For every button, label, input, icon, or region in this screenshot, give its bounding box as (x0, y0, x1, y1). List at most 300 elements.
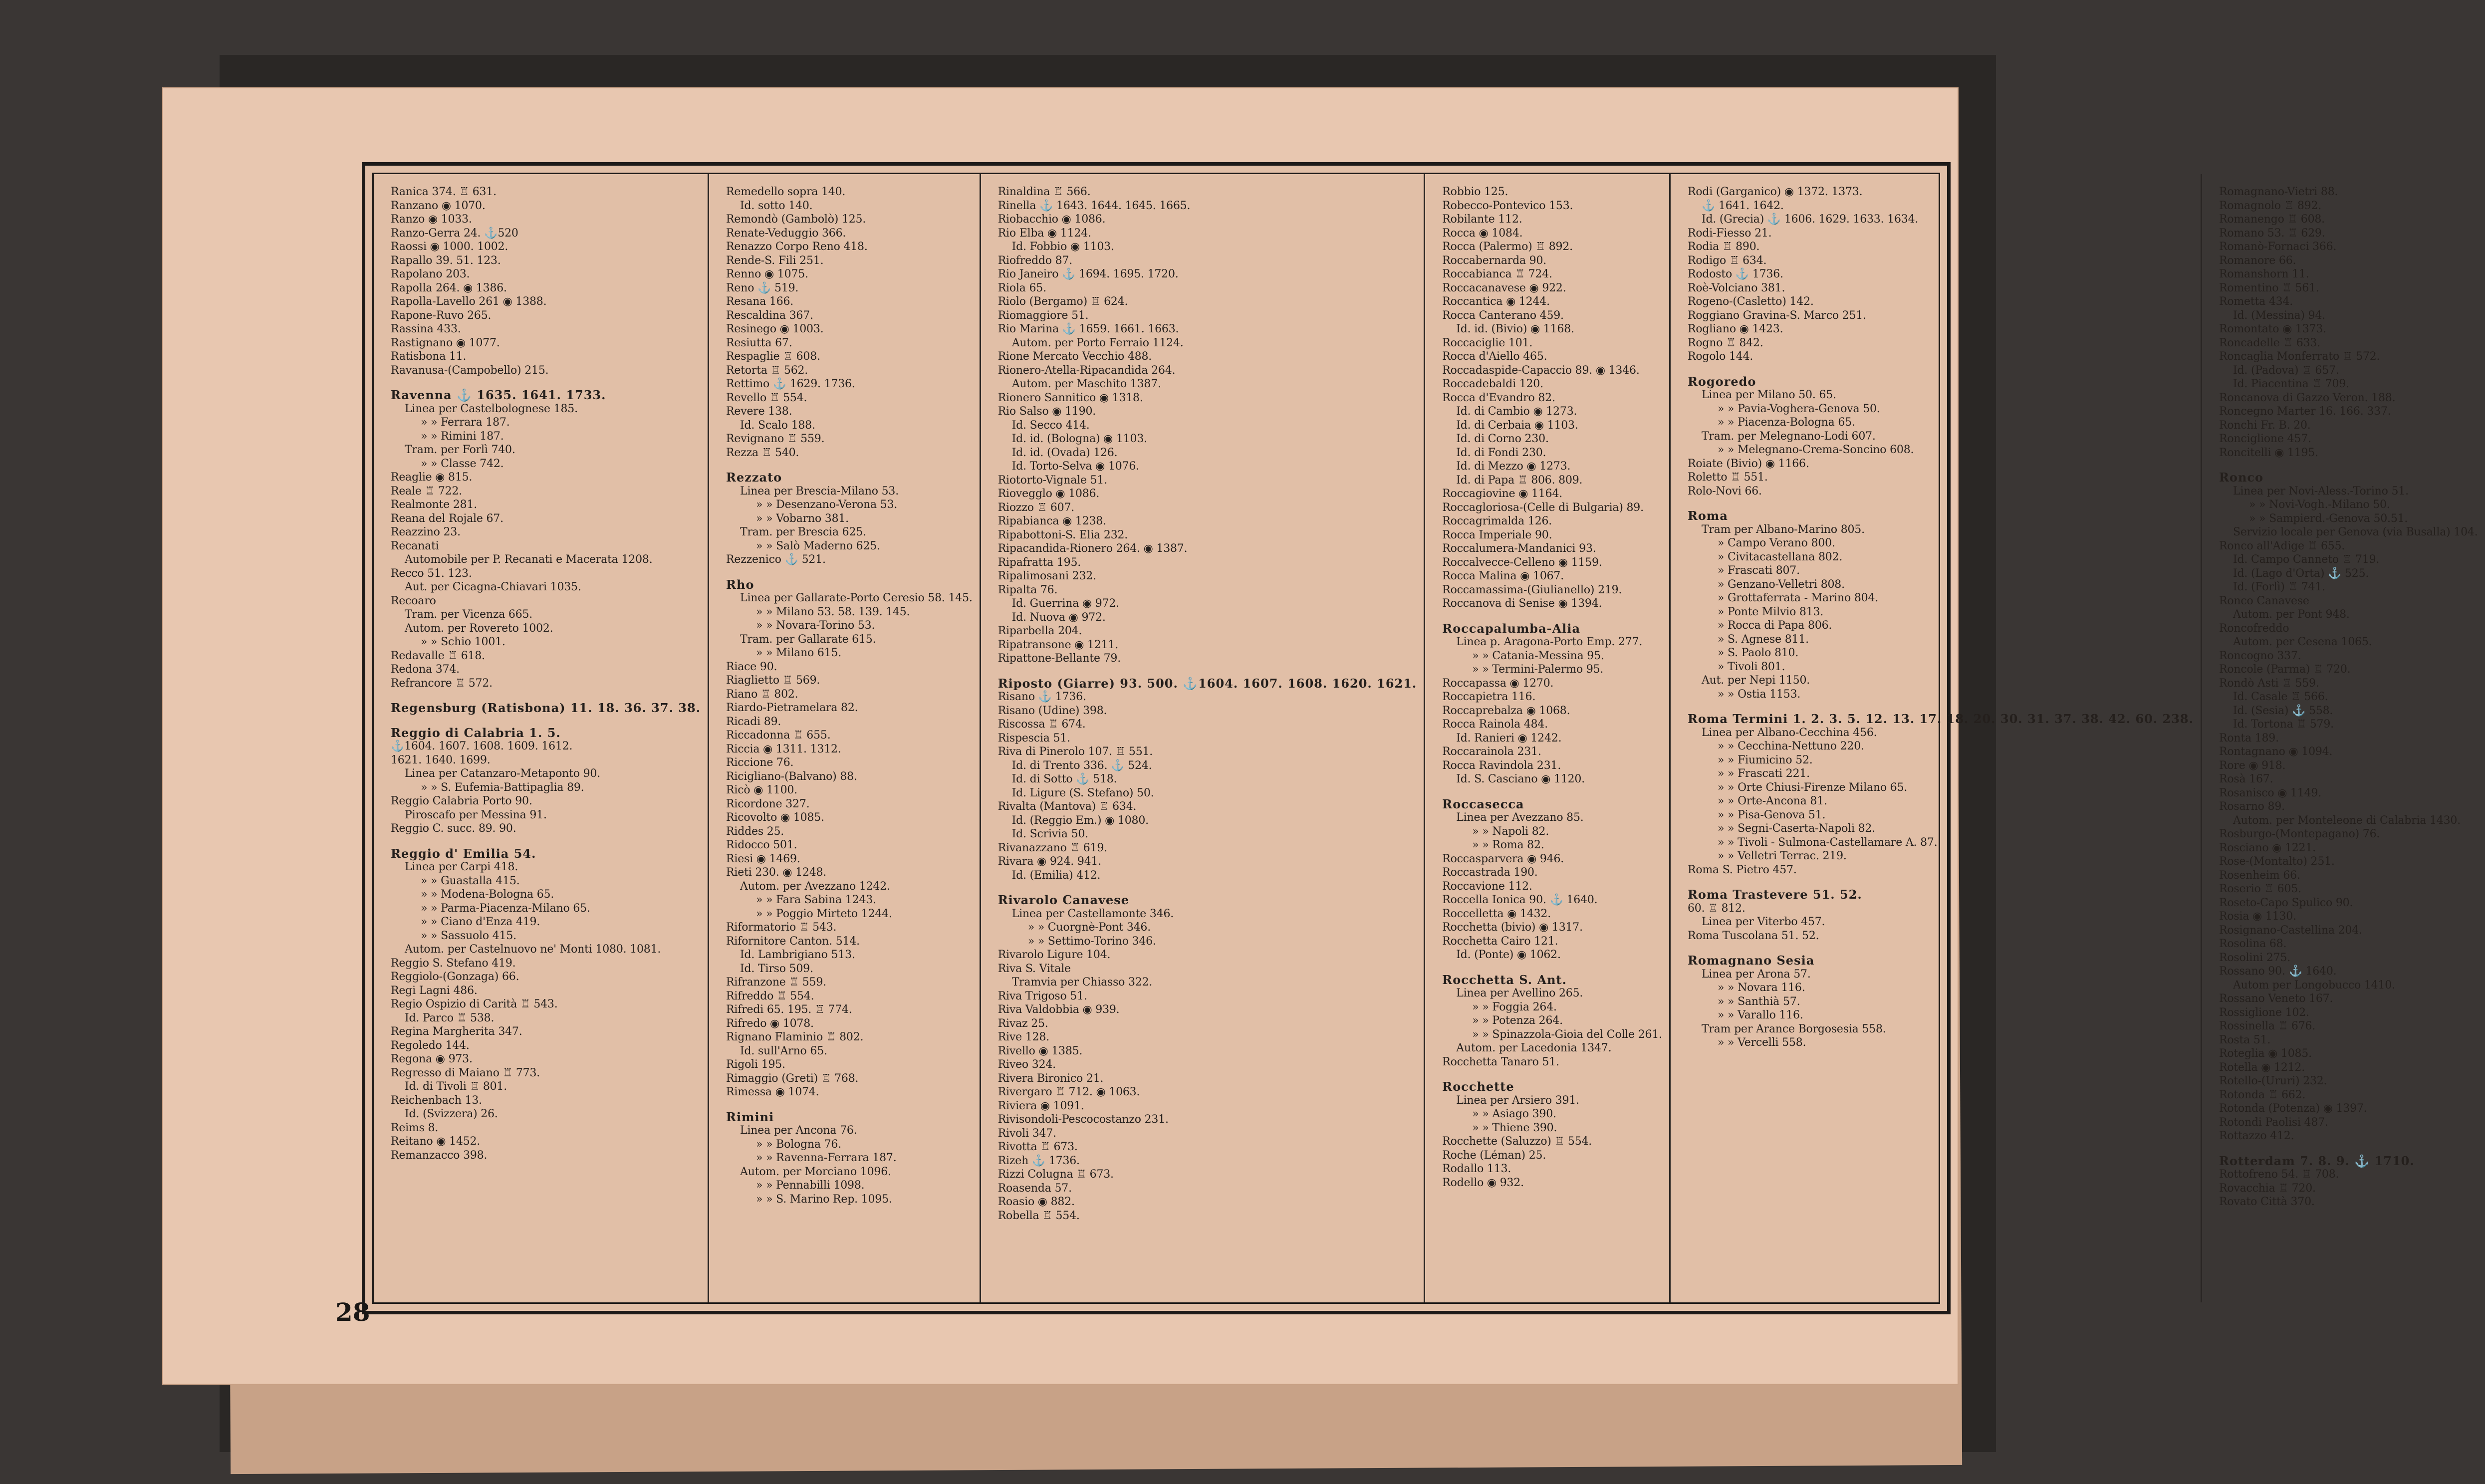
index-entry: Renazzo Corpo Reno 418. (726, 241, 868, 253)
index-entry: Riccadonna ♖ 655. (726, 729, 831, 742)
index-entry: Roncofreddo (2219, 622, 2289, 635)
index-entry: Roletto ♖ 551. (1687, 471, 1768, 484)
index-subentry: Id. Campo Canneto ♖ 719. (2233, 553, 2380, 566)
index-entry: Ricò ◉ 1100. (726, 784, 797, 796)
index-subentry: Autom per Longobucco 1410. (2233, 979, 2395, 991)
index-subentry: » » Velletri Terrac. 219. (1717, 850, 1847, 862)
index-entry: Rottazzo 412. (2219, 1130, 2294, 1142)
index-entry: Romentino ♖ 561. (2219, 281, 2319, 294)
index-entry: Ripalimosani 232. (997, 570, 1096, 582)
index-subentry: Id. Ligure (S. Stefano) 50. (1011, 786, 1154, 799)
index-entry: Roccapassa ◉ 1270. (1442, 677, 1554, 690)
index-entry: Roteglia ◉ 1085. (2219, 1047, 2312, 1060)
index-entry: Raossi ◉ 1000. 1002. (391, 241, 508, 253)
index-entry: Regina Margherita 347. (391, 1025, 522, 1038)
index-entry: Roserio ♖ 605. (2219, 883, 2301, 895)
index-subentry: » » Bologna 76. (756, 1138, 841, 1151)
column-2 (709, 174, 981, 1302)
index-entry: Ronco Canavese (2219, 594, 2309, 607)
index-entry: Rottofreno 54. ♖ 708. (2219, 1168, 2339, 1181)
index-subentry: » » Novara-Torino 53. (756, 619, 875, 632)
index-subentry: » » Ferrara 187. (421, 416, 510, 429)
index-entry: Roiate (Bivio) ◉ 1166. (1687, 457, 1809, 470)
index-entry: Regresso di Maiano ♖ 773. (391, 1066, 540, 1079)
index-entry: Resana 166. (726, 295, 794, 308)
index-entry: Romontato ◉ 1373. (2219, 323, 2326, 335)
section-heading: Rogoredo (1687, 374, 1756, 389)
index-subentry: Linea per Albano-Cecchina 456. (1701, 726, 1877, 739)
column-1 (374, 174, 709, 1302)
index-entry: Rocchetta (bivio) ◉ 1317. (1442, 921, 1583, 934)
index-entry: Roccastrada 190. (1442, 866, 1538, 879)
index-entry: Ranzano ◉ 1070. (391, 199, 486, 212)
index-subentry: Id. Secco 414. (1011, 419, 1090, 432)
index-frame (362, 162, 2478, 1314)
index-subentry: » » Orte Chiusi-Firenze Milano 65. (1717, 781, 1908, 794)
index-entry: Rosolina 68. (2219, 938, 2287, 950)
index-entry: Romanengo ♖ 608. (2219, 213, 2325, 226)
index-subentry: Tram. per Brescia 625. (740, 526, 866, 538)
index-subentry: Id. S. Casciano ◉ 1120. (1456, 773, 1585, 785)
index-subentry: Tram per Albano-Marino 805. (1701, 523, 1865, 536)
index-subentry: Id. di Cambio ◉ 1273. (1456, 405, 1577, 418)
page-number: 28 (335, 1297, 370, 1327)
index-subentry: Id. Torto-Selva ◉ 1076. (1011, 460, 1139, 473)
index-subentry: Linea per Viterbo 457. (1701, 916, 1825, 928)
index-entry: Rodallo 113. (1442, 1163, 1511, 1175)
index-entry: Rivara ◉ 924. 941. (997, 855, 1102, 868)
index-subentry: » » Novara 116. (1717, 982, 1805, 994)
index-entry: Rosarno 89. (2219, 800, 2285, 813)
index-entry: Ranzo-Gerra 24. ⚓520 (391, 227, 518, 240)
index-subentry: » Grottaferrata - Marino 804. (1717, 592, 1879, 604)
index-entry: Rispescia 51. (997, 732, 1070, 744)
index-subentry: Id. Fobbio ◉ 1103. (1011, 241, 1114, 253)
index-subentry: Automobile per P. Recanati e Macerata 1208. (405, 553, 653, 566)
section-heading: Roma (1687, 508, 1728, 523)
index-entry: Roncadelle ♖ 633. (2219, 336, 2320, 349)
index-entry: Riola 65. (997, 281, 1046, 294)
index-entry: Reaglie ◉ 815. (391, 471, 473, 484)
index-entry: Roè-Volciano 381. (1687, 281, 1785, 294)
index-entry: Rivergaro ♖ 712. ◉ 1063. (997, 1086, 1140, 1098)
index-entry: Roccella Ionica 90. ⚓ 1640. (1442, 894, 1598, 906)
index-entry: Rio Elba ◉ 1124. (997, 227, 1091, 240)
index-entry: Rosolini 275. (2219, 951, 2290, 964)
index-subentry: Linea per Arsiero 391. (1456, 1094, 1579, 1107)
index-subentry: Id. Tirso 509. (740, 962, 813, 975)
index-entry: Reims 8. (391, 1121, 439, 1134)
index-entry: ⚓1604. 1607. 1608. 1609. 1612. (391, 740, 573, 752)
index-entry: Regoledo 144. (391, 1039, 470, 1052)
index-entry: Recoaro (391, 594, 436, 607)
index-entry: Rizzi Colugna ♖ 673. (997, 1168, 1114, 1181)
index-entry: Roche (Léman) 25. (1442, 1149, 1546, 1162)
index-entry: Rogno ♖ 842. (1687, 336, 1763, 349)
index-subentry: Piroscafo per Messina 91. (405, 808, 547, 821)
section-heading: Rocchette (1442, 1079, 1514, 1094)
index-entry: Robecco-Pontevico 153. (1442, 199, 1573, 212)
index-subentry: » » Catania-Messina 95. (1472, 649, 1604, 662)
index-entry: Renno ◉ 1075. (726, 268, 808, 280)
index-subentry: Id. (Messina) 94. (2233, 309, 2325, 322)
index-entry: Riccia ◉ 1311. 1312. (726, 742, 841, 755)
index-entry: Rovacchia ♖ 720. (2219, 1182, 2316, 1195)
index-subentry: » » Fiumicino 52. (1717, 753, 1813, 766)
index-entry: Rifredo ◉ 1078. (726, 1017, 814, 1030)
index-entry: Roccacanavese ◉ 922. (1442, 281, 1566, 294)
index-entry: Ronco all'Adige ♖ 655. (2219, 539, 2345, 552)
index-entry: Roncaglia Monferrato ♖ 572. (2219, 350, 2380, 363)
index-subentry: Linea per Carpi 418. (405, 861, 518, 873)
index-entry: Rogliano ◉ 1423. (1687, 323, 1783, 335)
index-subentry: » Campo Verano 800. (1717, 537, 1835, 549)
index-entry: Rescaldina 367. (726, 309, 813, 322)
index-entry: Resinego ◉ 1003. (726, 323, 824, 335)
section-heading: Roccasecca (1442, 796, 1524, 811)
index-entry: Roccasparvera ◉ 946. (1442, 852, 1564, 865)
index-subentry: Id. id. (Bivio) ◉ 1168. (1456, 323, 1574, 335)
section-heading: Ravenna ⚓ 1635. 1641. 1733. (391, 388, 606, 402)
index-entry: Resiutta 67. (726, 336, 792, 349)
column-3 (981, 174, 1426, 1302)
index-subentry: Linea per Avellino 265. (1456, 987, 1583, 999)
index-entry: Roccagiovine ◉ 1164. (1442, 488, 1563, 500)
index-subentry: Id. di Sotto ⚓ 518. (1011, 773, 1117, 785)
index-entry: Rotonda ♖ 662. (2219, 1088, 2306, 1101)
index-subentry: » » Pavia-Voghera-Genova 50. (1717, 402, 1880, 415)
index-entry: Rende-S. Fili 251. (726, 254, 824, 267)
index-entry: Rivaz 25. (997, 1017, 1048, 1030)
index-subentry: » » Ostia 1153. (1717, 688, 1801, 701)
index-entry: Rione Mercato Vecchio 488. (997, 350, 1152, 363)
index-subentry: Id. (Svizzera) 26. (405, 1108, 498, 1120)
index-entry: Rapolla 264. ◉ 1386. (391, 281, 507, 294)
index-entry: Riace 90. (726, 660, 777, 673)
index-entry: Rosanisco ◉ 1149. (2219, 786, 2322, 799)
index-subentry: » » Classe 742. (421, 457, 504, 470)
index-entry: Rolo-Novi 66. (1687, 485, 1762, 497)
section-heading: Rimini (726, 1109, 774, 1124)
index-entry: Reno ⚓ 519. (726, 281, 799, 294)
index-entry: Reitano ◉ 1452. (391, 1135, 481, 1148)
index-entry: Roggiano Gravina-S. Marco 251. (1687, 309, 1866, 322)
index-entry: Recanati (391, 539, 439, 552)
index-entry: Ripatransone ◉ 1211. (997, 638, 1119, 651)
index-entry: Roseto-Capo Spulico 90. (2219, 896, 2353, 909)
index-entry: Rapone-Ruvo 265. (391, 309, 492, 322)
index-entry: Ripacandida-Rionero 264. ◉ 1387. (997, 542, 1188, 555)
index-subentry: Tram. per Melegnano-Lodi 607. (1701, 430, 1876, 443)
index-entry: Rocca Malina ◉ 1067. (1442, 570, 1564, 582)
section-heading: Roma Termini 1. 2. 3. 5. 12. 13. 17. 18. 20. 30. 31. 37. 38. 42. 60. 238. (1687, 712, 2194, 726)
index-entry: Rizeh ⚓ 1736. (997, 1154, 1080, 1167)
index-subentry: Tram. per Vicenza 665. (405, 608, 533, 621)
index-entry: Rotello-(Ururi) 232. (2219, 1075, 2327, 1087)
index-entry: Rapolano 203. (391, 268, 470, 280)
index-entry: Romano 53. ♖ 629. (2219, 227, 2325, 240)
index-subentry: Linea per Catanzaro-Metaponto 90. (405, 767, 600, 780)
index-entry: Ripalta 76. (997, 583, 1058, 596)
index-entry: Rivello ◉ 1385. (997, 1044, 1083, 1057)
index-entry: Roccantica ◉ 1244. (1442, 295, 1550, 308)
index-subentry: » » Sassuolo 415. (421, 929, 516, 942)
index-entry: 1621. 1640. 1699. (391, 753, 491, 766)
index-entry: Riaglietto ♖ 569. (726, 674, 820, 687)
index-entry: Rivisondoli-Pescocostanzo 231. (997, 1113, 1169, 1126)
index-entry: Ricadi 89. (726, 715, 781, 728)
index-entry: Roccabianca ♖ 724. (1442, 268, 1552, 280)
section-heading: Rocchetta S. Ant. (1442, 972, 1567, 987)
index-entry: Riesi ◉ 1469. (726, 852, 800, 865)
index-entry: Roccagrimalda 126. (1442, 515, 1552, 527)
index-entry: Rive 128. (997, 1031, 1049, 1043)
index-subentry: Autom. per Morciano 1096. (740, 1165, 891, 1178)
column-5 (1671, 174, 2202, 1302)
index-entry: Rosburgo-(Montepagano) 76. (2219, 828, 2380, 840)
index-entry: Rionero-Atella-Ripacandida 264. (997, 364, 1176, 377)
index-subentry: » Ponte Milvio 813. (1717, 605, 1824, 618)
index-entry: Reggio C. succ. 89. 90. (391, 822, 516, 835)
index-entry: Rocchetta Cairo 121. (1442, 935, 1558, 948)
index-subentry: Id. id. (Bologna) ◉ 1103. (1011, 433, 1147, 445)
index-subentry: Id. Guerrina ◉ 972. (1011, 597, 1119, 610)
index-entry: Riparbella 204. (997, 625, 1082, 637)
index-subentry: » » Orte-Ancona 81. (1717, 795, 1827, 807)
index-subentry: Linea per Avezzano 85. (1456, 811, 1584, 824)
index-entry: Ripattone-Bellante 79. (997, 652, 1121, 665)
index-subentry: » » Potenza 264. (1472, 1014, 1563, 1027)
index-entry: Refrancore ♖ 572. (391, 677, 493, 690)
index-subentry: » » S. Eufemia-Battipaglia 89. (421, 781, 584, 794)
index-subentry: » » Thiene 390. (1472, 1121, 1557, 1134)
index-entry: Rosà 167. (2219, 773, 2273, 785)
index-entry: Rocca Canterano 459. (1442, 309, 1564, 322)
index-entry: Riolo (Bergamo) ♖ 624. (997, 295, 1128, 308)
index-entry: Roncegno Marter 16. 166. 337. (2219, 405, 2391, 418)
index-entry: Rosciano ◉ 1221. (2219, 841, 2316, 854)
index-subentry: Linea p. Aragona-Porto Emp. 277. (1456, 636, 1643, 648)
index-entry: Ripafratta 195. (997, 556, 1081, 569)
index-subentry: » » Modena-Bologna 65. (421, 888, 554, 901)
index-entry: Rocca ◉ 1084. (1442, 227, 1523, 240)
index-subentry: Autom. per Castelnuovo ne' Monti 1080. 1081. (405, 943, 661, 956)
index-entry: Rio Salso ◉ 1190. (997, 405, 1096, 418)
index-entry: Rapolla-Lavello 261 ◉ 1388. (391, 295, 547, 308)
index-entry: Rivalta (Mantova) ♖ 634. (997, 800, 1137, 813)
index-subentry: » » Sampierd.-Genova 50.51. (2248, 512, 2408, 525)
index-entry: Rotondi Paolisi 487. (2219, 1116, 2328, 1129)
index-subentry: Id. Casale ♖ 566. (2233, 691, 2328, 703)
index-entry: Riovegglo ◉ 1086. (997, 488, 1100, 500)
index-entry: Rocchetta Tanaro 51. (1442, 1055, 1559, 1068)
index-entry: Romanore 66. (2219, 254, 2296, 267)
index-entry: Rifredi 65. 195. ♖ 774. (726, 1003, 852, 1016)
index-subentry: » Frascati 807. (1717, 564, 1800, 577)
index-entry: Rotonda (Potenza) ◉ 1397. (2219, 1102, 2367, 1115)
index-subentry: » » Varallo 116. (1717, 1009, 1803, 1021)
index-entry: Rivera Bironico 21. (997, 1072, 1104, 1085)
index-entry: Riobacchio ◉ 1086. (997, 213, 1106, 226)
index-entry: Recco 51. 123. (391, 567, 472, 580)
index-entry: Roccalumera-Mandanici 93. (1442, 542, 1596, 555)
index-subentry: Id. Nuova ◉ 972. (1011, 611, 1106, 624)
index-subentry: Id. di Cerbaia ◉ 1103. (1456, 419, 1578, 432)
index-subentry: » » S. Marino Rep. 1095. (756, 1193, 892, 1206)
index-subentry: Tram. per Forlì 740. (405, 444, 515, 456)
index-subentry: » » Tivoli - Sulmona-Castellamare A. 87. (1717, 836, 1938, 849)
index-entry: Reggio S. Stefano 419. (391, 957, 516, 970)
index-subentry: » » Vobarno 381. (756, 512, 849, 525)
index-entry: Rosenheim 66. (2219, 869, 2300, 882)
index-subentry: Id. (Sesia) ⚓ 558. (2233, 704, 2333, 717)
index-entry: Ravanusa-(Campobello) 215. (391, 364, 549, 377)
index-entry: Roccelletta ◉ 1432. (1442, 907, 1551, 920)
section-heading: Rivarolo Canavese (997, 893, 1130, 907)
index-subentry: » » Desenzano-Verona 53. (756, 498, 898, 511)
index-entry: Riotorto-Vignale 51. (997, 474, 1107, 487)
index-entry: Remanzacco 398. (391, 1149, 488, 1162)
index-subentry: » » Ravenna-Ferrara 187. (756, 1152, 897, 1164)
index-subentry: Linea per Milano 50. 65. (1701, 389, 1836, 401)
index-entry: Ratisbona 11. (391, 350, 467, 363)
index-subentry: Aut. per Cicagna-Chiavari 1035. (405, 581, 581, 593)
index-entry: Rodi-Fiesso 21. (1687, 227, 1772, 240)
index-entry: Rocca Rainola 484. (1442, 718, 1548, 731)
index-entry: Rigoli 195. (726, 1058, 785, 1071)
index-entry: Retorta ♖ 562. (726, 364, 808, 377)
column-4 (1425, 174, 1671, 1302)
index-entry: Rocca Ravindola 231. (1442, 759, 1561, 772)
index-entry: Rossiglione 102. (2219, 1006, 2309, 1019)
index-subentry: » » Guastalla 415. (421, 874, 520, 887)
index-entry: Ripabottoni-S. Elia 232. (997, 528, 1128, 541)
index-entry: Riva di Pinerolo 107. ♖ 551. (997, 745, 1153, 758)
index-subentry: Id. di Mezzo ◉ 1273. (1456, 460, 1571, 473)
index-entry: Ranica 374. ♖ 631. (391, 186, 497, 198)
index-entry: Regi Lagni 486. (391, 984, 478, 997)
index-entry: Rodia ♖ 890. (1687, 241, 1760, 253)
index-entry: Rinaldina ♖ 566. (997, 186, 1091, 198)
index-subentry: Autom. per Maschito 1387. (1011, 378, 1161, 390)
index-entry: Rifranzone ♖ 559. (726, 976, 826, 989)
index-entry: Roccagloriosa-(Celle di Bulgaria) 89. (1442, 501, 1644, 514)
index-subentry: » » Cecchina-Nettuno 220. (1717, 740, 1864, 752)
index-entry: Roccadaspide-Capaccio 89. ◉ 1346. (1442, 364, 1640, 377)
index-subentry: » » Poggio Mirteto 1244. (756, 907, 892, 920)
section-heading: Reggio di Calabria 1. 5. (391, 725, 561, 740)
index-subentry: Autom. per Avezzano 1242. (740, 880, 890, 893)
index-entry: Reggio Calabria Porto 90. (391, 795, 532, 807)
index-subentry: » » Settimo-Torino 346. (1027, 935, 1156, 948)
index-subentry: Id. sull'Arno 65. (740, 1044, 827, 1057)
index-entry: Revere 138. (726, 405, 792, 418)
index-subentry: » » Roma 82. (1472, 839, 1544, 851)
index-entry: Rodi (Garganico) ◉ 1372. 1373. (1687, 186, 1863, 198)
index-entry: Robilante 112. (1442, 213, 1522, 226)
index-entry: Roccarainola 231. (1442, 745, 1541, 758)
index-entry: Rotella ◉ 1212. (2219, 1061, 2305, 1074)
index-entry: Rocca Imperiale 90. (1442, 528, 1552, 541)
index-entry: Redavalle ♖ 618. (391, 649, 485, 662)
section-heading: Rezzato (726, 470, 782, 485)
index-entry: Rontagnano ◉ 1094. (2219, 745, 2333, 758)
index-entry: Rocca (Palermo) ♖ 892. (1442, 241, 1573, 253)
section-heading: Riposto (Giarre) 93. 500. ⚓1604. 1607. 1608. 1620. 1621. (997, 676, 1417, 691)
index-subentry: Tram. per Gallarate 615. (740, 633, 876, 646)
section-heading: Roma Trastevere 51. 52. (1687, 887, 1862, 902)
index-entry: Ranzo ◉ 1033. (391, 213, 472, 226)
index-entry: Regona ◉ 973. (391, 1053, 473, 1065)
index-entry: Renate-Veduggio 366. (726, 227, 846, 240)
index-entry: Reana del Rojale 67. (391, 512, 503, 525)
index-subentry: Id. (Grecia) ⚓ 1606. 1629. 1633. 1634. (1701, 213, 1919, 226)
index-entry: Remondò (Gambolò) 125. (726, 213, 866, 226)
index-subentry: » » Milano 53. 58. 139. 145. (756, 605, 910, 618)
index-entry: Riozzo ♖ 607. (997, 501, 1075, 514)
section-heading: Ronco (2219, 470, 2264, 485)
index-subentry: » » Novi-Vogh.-Milano 50. (2248, 498, 2390, 511)
index-subentry: Id. (Emilia) 412. (1011, 869, 1101, 882)
index-entry: Rocca d'Evandro 82. (1442, 391, 1555, 404)
index-entry: Regio Ospizio di Carità ♖ 543. (391, 998, 558, 1010)
index-entry: Roasenda 57. (997, 1182, 1072, 1195)
index-subentry: » » Termini-Palermo 95. (1472, 663, 1604, 676)
index-entry: Rivotta ♖ 673. (997, 1141, 1078, 1153)
index-entry: Rivanazzano ♖ 619. (997, 841, 1107, 854)
index-subentry: Linea per Novi-Aless.-Torino 51. (2233, 485, 2409, 497)
index-subentry: Id. di Fondi 230. (1456, 446, 1546, 459)
index-entry: Rastignano ◉ 1077. (391, 336, 500, 349)
index-entry: Riva S. Vitale (997, 962, 1071, 975)
index-entry: Rapallo 39. 51. 123. (391, 254, 501, 267)
section-heading: Regensburg (Ratisbona) 11. 18. 36. 37. 38. (391, 701, 701, 715)
index-subentry: » Rocca di Papa 806. (1717, 619, 1832, 632)
index-subentry: Id. Piacentina ♖ 709. (2233, 378, 2349, 390)
index-entry: Remedello sopra 140. (726, 186, 846, 198)
section-heading: Roccapalumba-Alia (1442, 621, 1581, 636)
index-subentry: Linea per Gallarate-Porto Ceresio 58. 145. (740, 592, 973, 604)
index-entry: Rio Marina ⚓ 1659. 1661. 1663. (997, 323, 1179, 335)
index-entry: Rore ◉ 918. (2219, 759, 2286, 772)
index-entry: Ronta 189. (2219, 732, 2279, 744)
index-entry: Roncole (Parma) ♖ 720. (2219, 663, 2351, 676)
index-entry: Riformatorio ♖ 543. (726, 921, 837, 934)
index-entry: Riccione 76. (726, 756, 794, 769)
index-subentry: Id. (Lago d'Orta) ⚓ 525. (2233, 567, 2369, 580)
index-subentry: Autom. per Rovereto 1002. (405, 622, 553, 635)
index-entry: Rezzenico ⚓ 521. (726, 553, 826, 566)
index-entry: Risano (Udine) 398. (997, 704, 1107, 717)
index-subentry: Linea per Arona 57. (1701, 968, 1811, 981)
index-subentry: » S. Paolo 810. (1717, 647, 1799, 659)
index-entry: Riomaggiore 51. (997, 309, 1089, 322)
index-subentry: » » Piacenza-Bologna 65. (1717, 416, 1855, 429)
index-entry: Realmonte 281. (391, 498, 478, 511)
index-entry: Rogeno-(Casletto) 142. (1687, 295, 1814, 308)
index-entry: Rivoli 347. (997, 1127, 1056, 1140)
index-subentry: Id. Ranieri ◉ 1242. (1456, 732, 1562, 744)
index-subentry: » » Foggia 264. (1472, 1000, 1557, 1013)
index-subentry: Id. sotto 140. (740, 199, 813, 212)
index-entry: Roccapietra 116. (1442, 691, 1536, 703)
index-subentry: » » Ciano d'Enza 419. (421, 916, 540, 928)
index-entry: Rocchette (Saluzzo) ♖ 554. (1442, 1135, 1592, 1148)
index-subentry: » » Frascati 221. (1717, 767, 1810, 780)
index-subentry: Id. Scalo 188. (740, 419, 815, 432)
index-subentry: Id. Scrivia 50. (1011, 828, 1088, 840)
section-heading: Reggio d' Emilia 54. (391, 846, 536, 861)
